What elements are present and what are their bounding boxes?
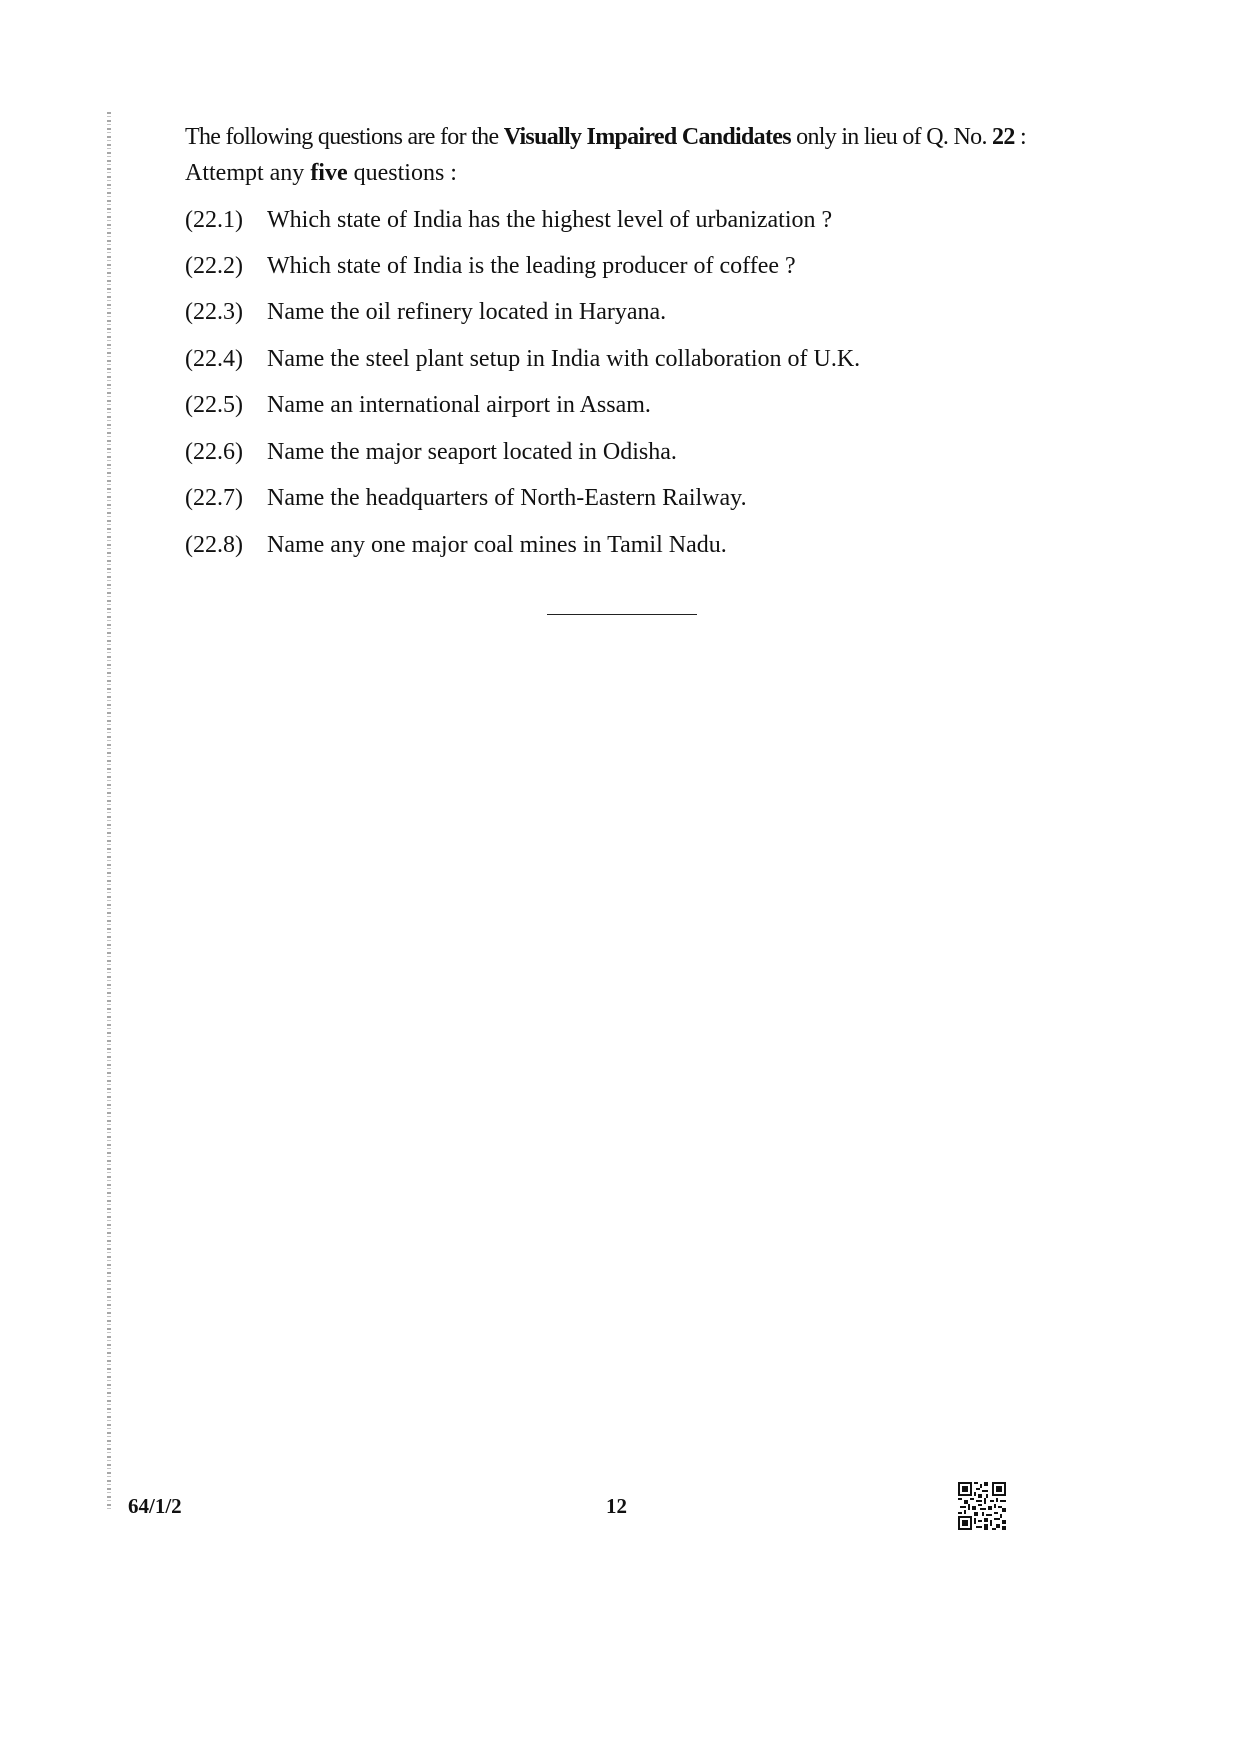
question-number: (22.4) [185, 346, 243, 372]
question-item [185, 251, 796, 281]
instruction-line-2 [185, 155, 1085, 191]
intro-end-text: : [1014, 124, 1026, 150]
instruction-line-1 [185, 119, 1085, 155]
question-item [185, 483, 747, 513]
question-item [185, 437, 677, 467]
question-number-ref: 22 [992, 124, 1015, 150]
question-text: Name the major seaport located in Odisha. [267, 439, 677, 465]
qr-code-icon [958, 1482, 1006, 1530]
attempt-text: Attempt any [185, 160, 311, 186]
question-item [185, 297, 666, 327]
question-number: (22.2) [185, 253, 243, 279]
question-item [185, 390, 651, 420]
question-text: Which state of India is the leading producer of coffee ? [267, 253, 796, 279]
question-number: (22.6) [185, 439, 243, 465]
instructions [185, 119, 1085, 191]
question-number: (22.5) [185, 392, 243, 418]
end-of-paper-rule [547, 614, 697, 615]
intro-bold-text: Visually Impaired Candidates [503, 124, 791, 150]
question-text: Name the oil refinery located in Haryana. [267, 299, 667, 325]
attempt-bold-text: five [310, 160, 348, 186]
question-number: (22.3) [185, 299, 243, 325]
attempt-end-text: questions : [347, 160, 457, 186]
page-number: 12 [606, 1494, 627, 1518]
question-text: Name an international airport in Assam. [267, 392, 651, 418]
question-text: Name the steel plant setup in India with collaboration of U.K. [267, 346, 861, 372]
question-number: (22.1) [185, 207, 243, 233]
question-text: Name any one major coal mines in Tamil Nadu. [267, 532, 727, 558]
question-text: Which state of India has the highest level of urbanization ? [267, 207, 833, 233]
intro-text: The following questions are for the [185, 124, 504, 150]
question-item [185, 205, 832, 235]
security-margin-strip [107, 112, 111, 1512]
paper-code: 64/1/2 [128, 1494, 182, 1518]
question-number: (22.8) [185, 532, 243, 558]
question-number: (22.7) [185, 485, 243, 511]
question-item [185, 344, 860, 374]
question-text: Name the headquarters of North-Eastern Railway. [267, 485, 747, 511]
question-item [185, 530, 727, 560]
intro-mid-text: only in lieu of Q. No. [790, 124, 993, 150]
